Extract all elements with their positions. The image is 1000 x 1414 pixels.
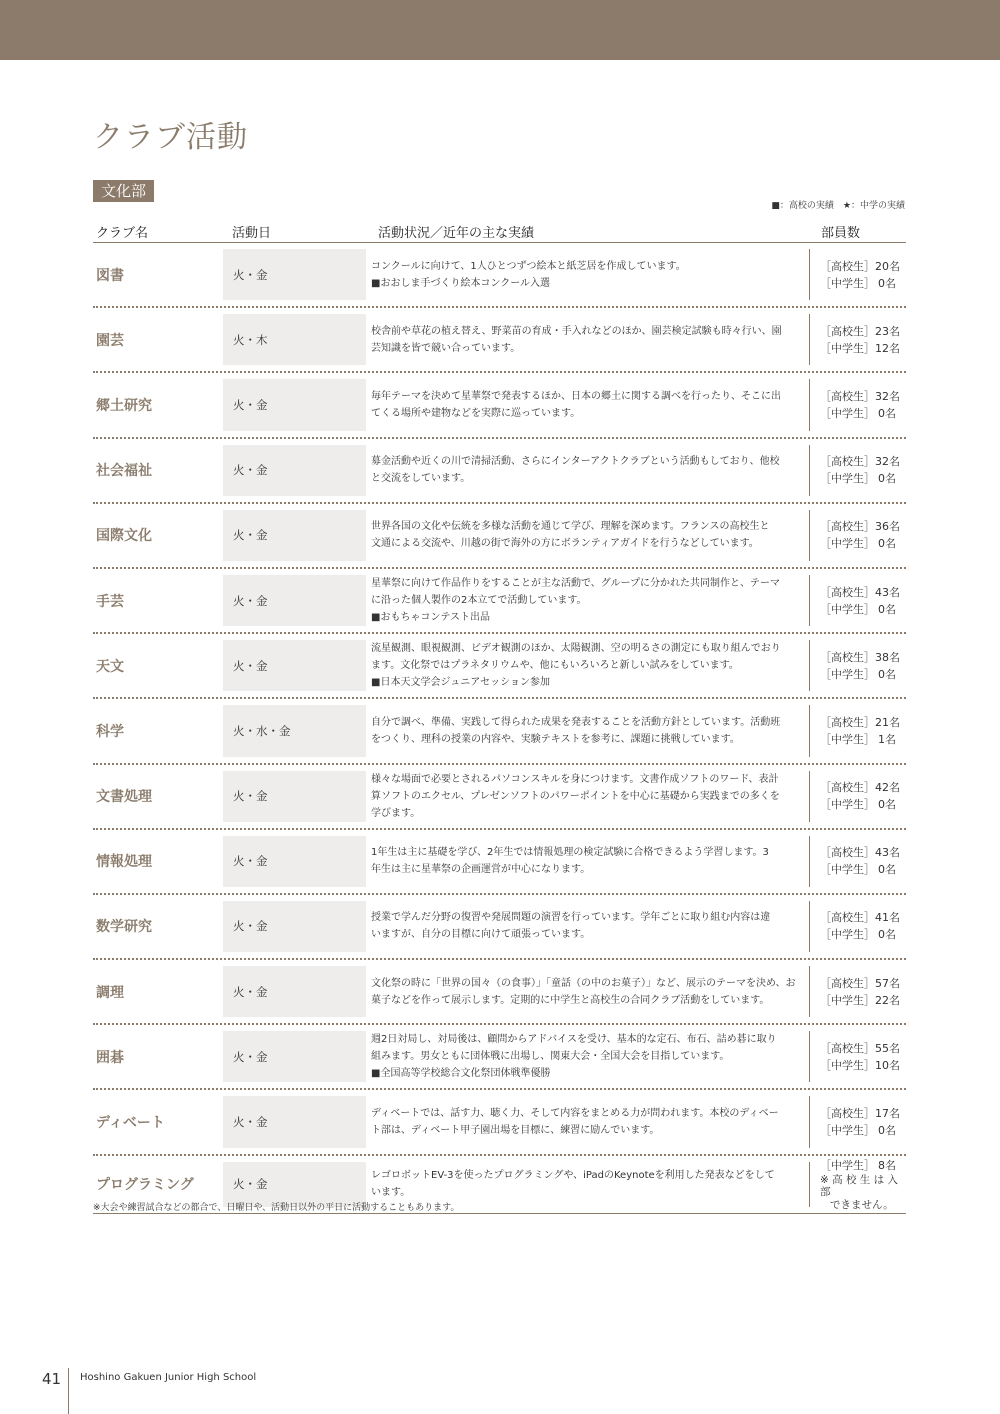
member-grade-label: ［中学生］ [820, 406, 875, 420]
description-line: と交流をしています。 [371, 473, 471, 485]
table-row [93, 699, 906, 764]
member-number: 8名 [878, 1158, 896, 1172]
club-day: 火・金 [223, 1162, 366, 1207]
description-line: 星華祭に向けて作品作りをすることが主な活動で、グループに分かれた共同制作と、テーマ [371, 578, 780, 590]
member-number: 0名 [878, 602, 896, 616]
member-grade-label: ［中学生］ [820, 341, 875, 355]
club-description [371, 308, 801, 371]
club-description [371, 243, 801, 306]
club-name: 科学 [96, 723, 124, 740]
member-number: 57名 [875, 976, 900, 990]
description-line: レゴロボットEV-3を使ったプログラミングや、iPadのKeynoteを利用した発表などをして [371, 1170, 775, 1182]
club-day: 火・金 [223, 510, 366, 561]
member-count [820, 861, 906, 878]
description-line: ます。文化祭ではプラネタリウムや、他にもいろいろと新しい試みをしています。 [371, 660, 739, 672]
club-members [809, 771, 906, 822]
club-members [809, 640, 906, 691]
member-number: 17名 [875, 1107, 900, 1121]
member-number: 1名 [878, 732, 896, 746]
member-number: 12名 [875, 341, 900, 355]
member-count [820, 1040, 906, 1057]
club-description [371, 439, 801, 502]
member-grade-label: ［高校生］ [820, 911, 875, 925]
member-grade-label: ［中学生］ [820, 798, 875, 812]
member-grade-label: ［高校生］ [820, 520, 875, 534]
member-grade-label: ［中学生］ [820, 1158, 875, 1172]
club-day: 火・金 [223, 1031, 366, 1082]
table-row [93, 308, 906, 373]
club-description [371, 634, 801, 697]
description-line: 学びます。 [371, 807, 421, 819]
description-line: コンクールに向けて、1人ひとつずつ絵本と紙芝居を作成しています。 [371, 260, 686, 272]
section-tag: 文化部 [93, 180, 154, 202]
table-row [93, 634, 906, 699]
club-members [809, 1031, 906, 1082]
description-line: 自分で調べ、準備、実践して得られた成果を発表することを活動方針としています。活動班 [371, 716, 781, 728]
club-description [371, 504, 801, 567]
member-grade-label: ［中学生］ [820, 1124, 875, 1138]
school-name: Hoshino Gakuen Junior High School [80, 1372, 257, 1383]
table-row [93, 504, 906, 569]
member-number: 21名 [875, 715, 900, 729]
club-description [371, 895, 801, 958]
club-day: 火・金 [223, 445, 366, 496]
member-count [820, 535, 906, 552]
club-members [809, 705, 906, 756]
header-members: 部員数 [821, 226, 861, 241]
club-table [93, 218, 906, 1214]
header-name: クラブ名 [96, 226, 149, 241]
member-grade-label: ［中学生］ [820, 928, 875, 942]
member-number: 43名 [875, 846, 900, 860]
member-count [820, 992, 906, 1009]
member-count [820, 731, 906, 748]
club-description [371, 765, 801, 828]
club-day: 火・木 [223, 314, 366, 365]
member-grade-label: ［高校生］ [820, 1107, 875, 1121]
table-row [93, 243, 906, 308]
member-grade-label: ［高校生］ [820, 976, 875, 990]
club-description [371, 569, 801, 632]
page-rule [68, 1368, 69, 1414]
member-number: 0名 [878, 928, 896, 942]
description-line: いますが、自分の目標に向けて頑張っています。 [371, 929, 591, 941]
legend: ■：高校の実績 ★：中学の実績 [771, 201, 905, 211]
description-line: ■日本天文学会ジュニアセッション参加 [371, 677, 550, 689]
club-name: 天文 [96, 658, 124, 675]
description-line: ト部は、ディベート甲子園出場を目標に、練習に励んでいます。 [371, 1125, 660, 1137]
description-line: 校舎前や草花の植え替え、野菜苗の育成・手入れなどのほか、園芸検定試験も時々行い、園 [371, 325, 782, 337]
member-count [820, 1105, 906, 1122]
club-day: 火・金 [223, 249, 366, 300]
description-line: 年生は主に星華祭の企画運営が中心になります。 [371, 864, 591, 876]
club-members [809, 249, 906, 300]
club-members [809, 314, 906, 365]
description-line: 文通による交流や、川越の街で海外の方にボランティアガイドを行うなどしています。 [371, 538, 759, 550]
member-number: 0名 [878, 406, 896, 420]
club-name: 調理 [96, 984, 124, 1001]
member-count [820, 405, 906, 422]
member-count [820, 340, 906, 357]
club-members [809, 379, 906, 430]
table-row [93, 960, 906, 1025]
member-grade-label: ［中学生］ [820, 863, 875, 877]
member-note: ※ 高 校 生 は 入 部 [820, 1173, 898, 1199]
description-line: ■全国高等学校総合文化祭団体戦準優勝 [371, 1068, 551, 1080]
member-count [820, 1157, 906, 1174]
member-count [820, 1122, 906, 1139]
club-day: 火・金 [223, 640, 366, 691]
member-grade-label: ［中学生］ [820, 472, 875, 486]
member-number: 0名 [878, 276, 896, 290]
club-members [809, 575, 906, 626]
club-name: ディベート [96, 1115, 165, 1132]
description-line: てくる場所や建物などを実際に巡っています。 [371, 407, 581, 419]
club-members [809, 1096, 906, 1147]
club-members [809, 901, 906, 952]
club-day: 火・金 [223, 836, 366, 887]
description-line: 毎年テーマを決めて星華祭で発表するほか、日本の郷土に関する調べを行ったり、そこに出 [371, 390, 781, 402]
club-name: プログラミング [96, 1177, 194, 1194]
description-line: 募金活動や近くの川で清掃活動、さらにインターアクトクラブという活動もしており、他校 [371, 456, 780, 468]
table-row [93, 569, 906, 634]
member-count [820, 909, 906, 926]
member-number: 55名 [875, 1041, 900, 1055]
club-day: 火・金 [223, 379, 366, 430]
club-name: 園芸 [96, 332, 124, 349]
table-header [93, 218, 906, 243]
club-members [809, 510, 906, 561]
club-day: 火・金 [223, 1096, 366, 1147]
member-count [820, 844, 906, 861]
club-name: 図書 [96, 267, 124, 284]
description-line: 週2日対局し、対局後は、顧問からアドバイスを受け、基本的な定石、布石、詰め碁に取り [371, 1034, 777, 1046]
member-number: 10名 [875, 1058, 900, 1072]
description-line: 文化祭の時に「世界の国々（の食事）」「童話（の中のお菓子）」など、展示のテーマを決め、お [371, 977, 796, 989]
table-row [93, 439, 906, 504]
club-day: 火・金 [223, 901, 366, 952]
member-count [820, 714, 906, 731]
description-line: 算ソフトのエクセル、プレゼンソフトのパワーポイントを中心に基礎から実践までの多くを [371, 790, 780, 802]
description-line: に沿った個人製作の2本立てで活動しています。 [371, 595, 587, 607]
club-description [371, 830, 801, 893]
member-grade-label: ［高校生］ [820, 650, 875, 664]
member-grade-label: ［高校生］ [820, 324, 875, 338]
member-grade-label: ［高校生］ [820, 389, 875, 403]
table-row [93, 373, 906, 438]
member-count [820, 584, 906, 601]
club-name: 情報処理 [96, 854, 152, 871]
member-number: 36名 [875, 520, 900, 534]
member-number: 0名 [878, 667, 896, 681]
member-count [820, 796, 906, 813]
description-line: ■おもちゃコンテスト出品 [371, 612, 491, 624]
club-members [809, 836, 906, 887]
member-grade-label: ［中学生］ [820, 276, 875, 290]
table-row [93, 830, 906, 895]
table-row [93, 895, 906, 960]
member-grade-label: ［中学生］ [820, 667, 875, 681]
member-number: 38名 [875, 650, 900, 664]
club-day: 火・金 [223, 966, 366, 1017]
member-grade-label: ［中学生］ [820, 993, 875, 1007]
club-name: 国際文化 [96, 528, 152, 545]
member-number: 0名 [878, 472, 896, 486]
club-day: 火・金 [223, 771, 366, 822]
club-name: 郷土研究 [96, 397, 152, 414]
member-number: 32名 [875, 389, 900, 403]
header-desc: 活動状況／近年の主な実績 [378, 226, 535, 241]
description-line: 授業で学んだ分野の復習や発展問題の演習を行っています。学年ごとに取り組む内容は違 [371, 912, 771, 924]
club-name: 数学研究 [96, 919, 152, 936]
member-number: 0名 [878, 863, 896, 877]
table-body [93, 243, 906, 1214]
member-grade-label: ［高校生］ [820, 455, 875, 469]
member-count [820, 1057, 906, 1074]
member-count [820, 666, 906, 683]
table-row [93, 1090, 906, 1155]
club-members [809, 966, 906, 1017]
club-description [371, 1025, 801, 1088]
member-count [820, 518, 906, 535]
member-grade-label: ［中学生］ [820, 1058, 875, 1072]
member-number: 43名 [875, 585, 900, 599]
member-number: 42名 [875, 781, 900, 795]
member-note: できません。 [830, 1198, 894, 1211]
member-grade-label: ［高校生］ [820, 259, 875, 273]
page-number: 41 [42, 1370, 62, 1388]
club-name: 文書処理 [96, 789, 152, 806]
member-grade-label: ［中学生］ [820, 732, 875, 746]
member-count [820, 470, 906, 487]
member-count [820, 275, 906, 292]
member-number: 41名 [875, 911, 900, 925]
member-number: 0名 [878, 798, 896, 812]
member-count [820, 779, 906, 796]
club-description [371, 960, 801, 1023]
member-count [820, 323, 906, 340]
member-count [820, 258, 906, 275]
footnote: ※大会や練習試合などの都合で、日曜日や、活動日以外の平日に活動することもあります。 [93, 1203, 460, 1213]
page-title: クラブ活動 [93, 120, 248, 155]
description-line: 1年生は主に基礎を学び、2年生では情報処理の検定試験に合格できるよう学習します。3 [371, 847, 769, 859]
member-number: 0名 [878, 537, 896, 551]
member-number: 20名 [875, 259, 900, 273]
table-row [93, 765, 906, 830]
member-grade-label: ［高校生］ [820, 846, 875, 860]
member-count [820, 975, 906, 992]
member-count [820, 926, 906, 943]
table-row [93, 1025, 906, 1090]
club-members [809, 445, 906, 496]
club-description [371, 373, 801, 436]
club-description [371, 1090, 801, 1153]
description-line: 流星観測、眼視観測、ビデオ観測のほか、太陽観測、空の明るさの測定にも取り組んでおり [371, 643, 781, 655]
description-line: 菓子などを作って展示します。定期的に中学生と高校生の合同クラブ活動をしています。 [371, 994, 770, 1006]
member-number: 22名 [875, 993, 900, 1007]
description-line: ディベートでは、話す力、聴く力、そして内容をまとめる力が問われます。本校のディベー [371, 1108, 779, 1120]
top-band [0, 0, 1000, 60]
club-day: 火・水・金 [223, 705, 366, 756]
member-number: 32名 [875, 455, 900, 469]
member-grade-label: ［中学生］ [820, 602, 875, 616]
club-name: 社会福祉 [96, 463, 152, 480]
description-line: ■おおしま手づくり絵本コンクール入選 [371, 277, 551, 289]
club-name: 手芸 [96, 593, 124, 610]
member-grade-label: ［高校生］ [820, 1041, 875, 1055]
description-line: 芸知識を皆で競い合っています。 [371, 342, 521, 354]
club-name: 囲碁 [96, 1049, 124, 1066]
member-grade-label: ［高校生］ [820, 781, 875, 795]
description-line: 組みます。男女ともに団体戦に出場し、関東大会・全国大会を目指しています。 [371, 1051, 730, 1063]
header-day: 活動日 [232, 226, 272, 241]
member-count [820, 453, 906, 470]
member-count [820, 388, 906, 405]
member-grade-label: ［高校生］ [820, 585, 875, 599]
description-line: 様々な場面で必要とされるパソコンスキルを身につけます。文書作成ソフトのワード、表計 [371, 773, 779, 785]
member-grade-label: ［中学生］ [820, 537, 875, 551]
club-description [371, 699, 801, 762]
club-day: 火・金 [223, 575, 366, 626]
club-members [809, 1158, 906, 1211]
member-number: 0名 [878, 1124, 896, 1138]
member-count [820, 601, 906, 618]
member-number: 23名 [875, 324, 900, 338]
description-line: をつくり、理科の授業の内容や、実験テキストを参考に、課題に挑戦しています。 [371, 733, 740, 745]
description-line: 世界各国の文化や伝統を多様な活動を通じて学び、理解を深めます。フランスの高校生と [371, 521, 770, 533]
member-grade-label: ［高校生］ [820, 715, 875, 729]
member-count [820, 649, 906, 666]
description-line: います。 [371, 1187, 411, 1199]
